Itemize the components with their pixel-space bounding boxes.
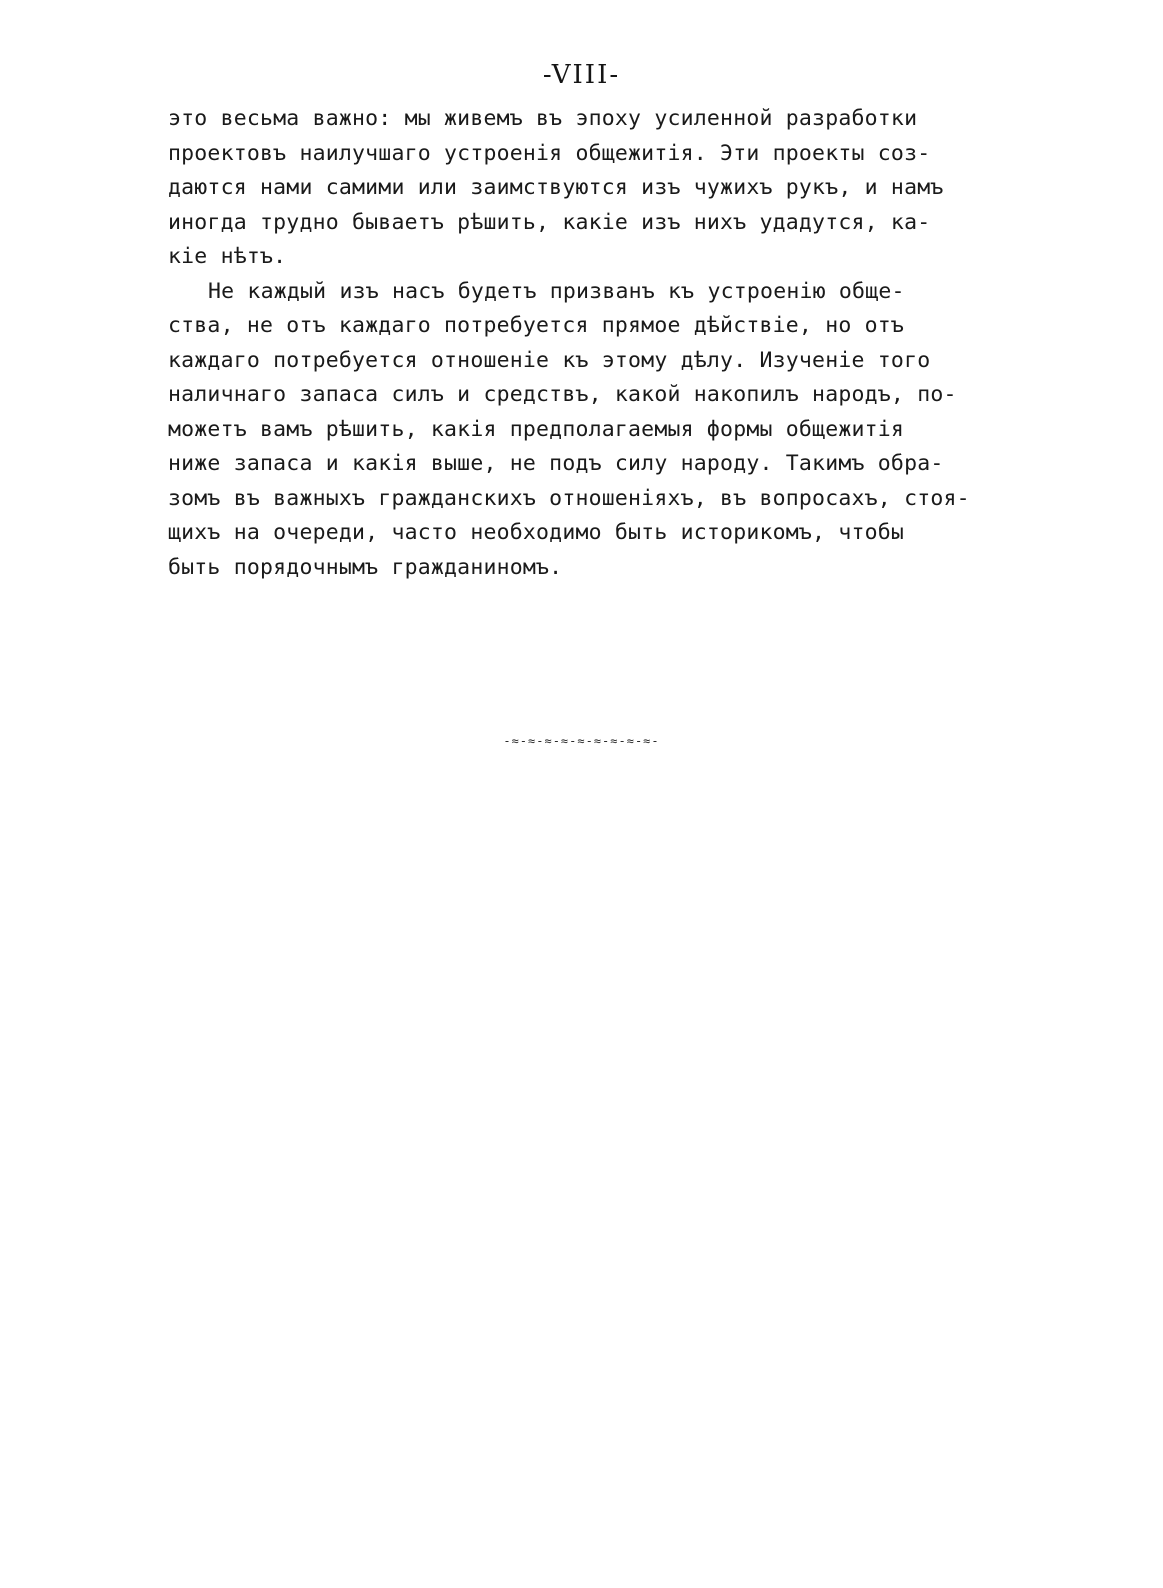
- text-line: иногда трудно бываетъ рѣшить, какіе изъ нихъ удадутся, ка-: [168, 209, 931, 235]
- page-number: -VIII-: [542, 60, 621, 90]
- text-line: ниже запаса и какія выше, не подъ силу народу. Такимъ обра-: [168, 451, 944, 476]
- text-line: проектовъ наилучшаго устроенія общежитія. Эти проекты соз-: [168, 140, 931, 166]
- text-line: наличнаго запаса силъ и средствъ, какой накопилъ народъ, по-: [168, 382, 957, 407]
- text-line: щихъ на очереди, часто необходимо быть историкомъ, чтобы: [168, 520, 905, 545]
- text-line: даются нами самими или заимствуются изъ чужихъ рукъ, и намъ: [168, 175, 944, 200]
- text-line: можетъ вамъ рѣшить, какія предполагаемыя формы общежитія: [168, 416, 905, 442]
- text-line: быть порядочнымъ гражданиномъ.: [168, 554, 563, 580]
- body-text: [168, 102, 988, 585]
- text-line: ства, не отъ каждаго потребуется прямое дѣйствіе, но отъ: [168, 313, 905, 338]
- text-line: зомъ въ важныхъ гражданскихъ отношеніяхъ, въ вопросахъ, стоя-: [168, 485, 970, 511]
- text-line: кіе нѣтъ.: [168, 244, 287, 269]
- text-line: это весьма важно: мы живемъ въ эпоху усиленной разработки: [168, 106, 918, 131]
- text-line: каждаго потребуется отношеніе къ этому дѣлу. Изученіе того: [168, 347, 931, 373]
- paragraph-start-line: Не каждый изъ насъ будетъ призванъ къ устроенію обще-: [208, 278, 905, 304]
- ornament-divider: -≈-≈-≈-≈-≈-≈-≈-≈-≈-: [503, 734, 660, 748]
